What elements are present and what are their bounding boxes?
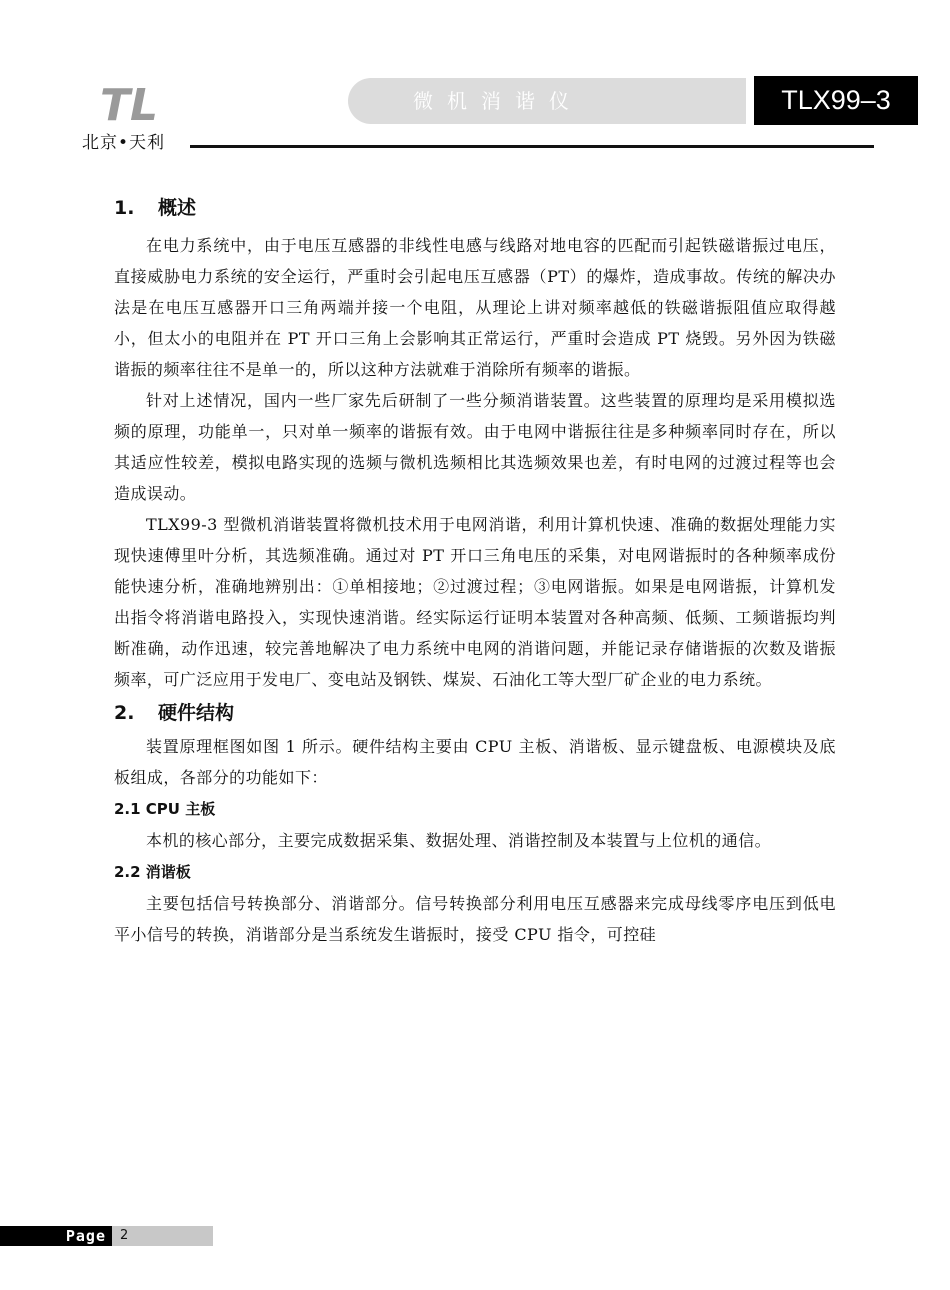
document-title: 微机消谐仪: [413, 89, 583, 113]
paragraph: 本机的核心部分，主要完成数据采集、数据处理、消谐控制及本装置与上位机的通信。: [146, 831, 772, 850]
paragraph: TLX99-3 型微机消谐装置将微机技术用于电网消谐，利用计算机快速、准确的数据处理能力实现快速傅里叶分析，其选频准确。通过对 PT 开口三角电压的采集，对电网谐振时的各种频率成份能快速分析，准确地辨别出：①单相接地；②过渡过程；③电网谐振。如果是电网谐振，计算机发出指令将消谐电路投入，实现快速消谐。经实际运行证明本装置对各种高频、低频、工频谐振均判断准确，动作迅速，较完善地解决了电力系统中电网的消谐问题，并能记录存储谐振的次数及谐振频率，可广泛应用于发电厂、变电站及钢铁、煤炭、石油化工等大型厂矿企业的电力系统。: [114, 515, 836, 689]
paragraph: 主要包括信号转换部分、消谐部分。信号转换部分利用电压互感器来完成母线零序电压到低电平小信号的转换，消谐部分是当系统发生谐振时，接受 CPU 指令，可控硅: [114, 894, 836, 944]
header-banner: [348, 78, 746, 124]
company-logo: [98, 84, 162, 124]
subsection-heading-cpu: 2.1 CPU 主板: [114, 800, 216, 818]
section-title: 硬件结构: [158, 702, 235, 724]
header-divider: [190, 145, 874, 148]
paragraph: 装置原理框图如图 1 所示。硬件结构主要由 CPU 主板、消谐板、显示键盘板、电源模块及底板组成，各部分的功能如下：: [114, 737, 836, 787]
paragraph: 针对上述情况，国内一些厂家先后研制了一些分频消谐装置。这些装置的原理均是采用模拟选频的原理，功能单一，只对单一频率的谐振有效。由于电网中谐振往往是多种频率同时存在，所以其适应性较差，模拟电路实现的选频与微机选频相比其选频效果也差，有时电网的过渡过程等也会造成误动。: [114, 391, 836, 503]
page-label: Page: [0, 1226, 112, 1246]
section-heading-hardware: [114, 695, 836, 731]
svg-text:TL: TL: [100, 84, 159, 124]
section-title: 概述: [158, 197, 197, 219]
paragraph: 在电力系统中，由于电压互感器的非线性电感与线路对地电容的匹配而引起铁磁谐振过电压，直接威胁电力系统的安全运行，严重时会引起电压互感器（PT）的爆炸，造成事故。传统的解决办法是在电压互感器开口三角两端并接一个电阻，从理论上讲对频率越低的铁磁谐振阻值应取得越小，但太小的电阻并在 PT 开口三角上会影响其正常运行，严重时会造成 PT 烧毁。另外因为铁磁谐振的频率往往不是单一的，所以这种方法就难于消除所有频率的谐振。: [114, 236, 836, 379]
company-name: 北京•天利: [82, 133, 166, 153]
page-number: 2: [112, 1226, 213, 1246]
model-number: TLX99–3: [754, 76, 918, 125]
section-heading-overview: [114, 190, 836, 226]
section-number: 1.: [114, 197, 135, 219]
subsection-heading-harmonic-board: 2.2 消谐板: [114, 863, 191, 881]
section-number: 2.: [114, 702, 135, 724]
page-content: [114, 190, 836, 950]
